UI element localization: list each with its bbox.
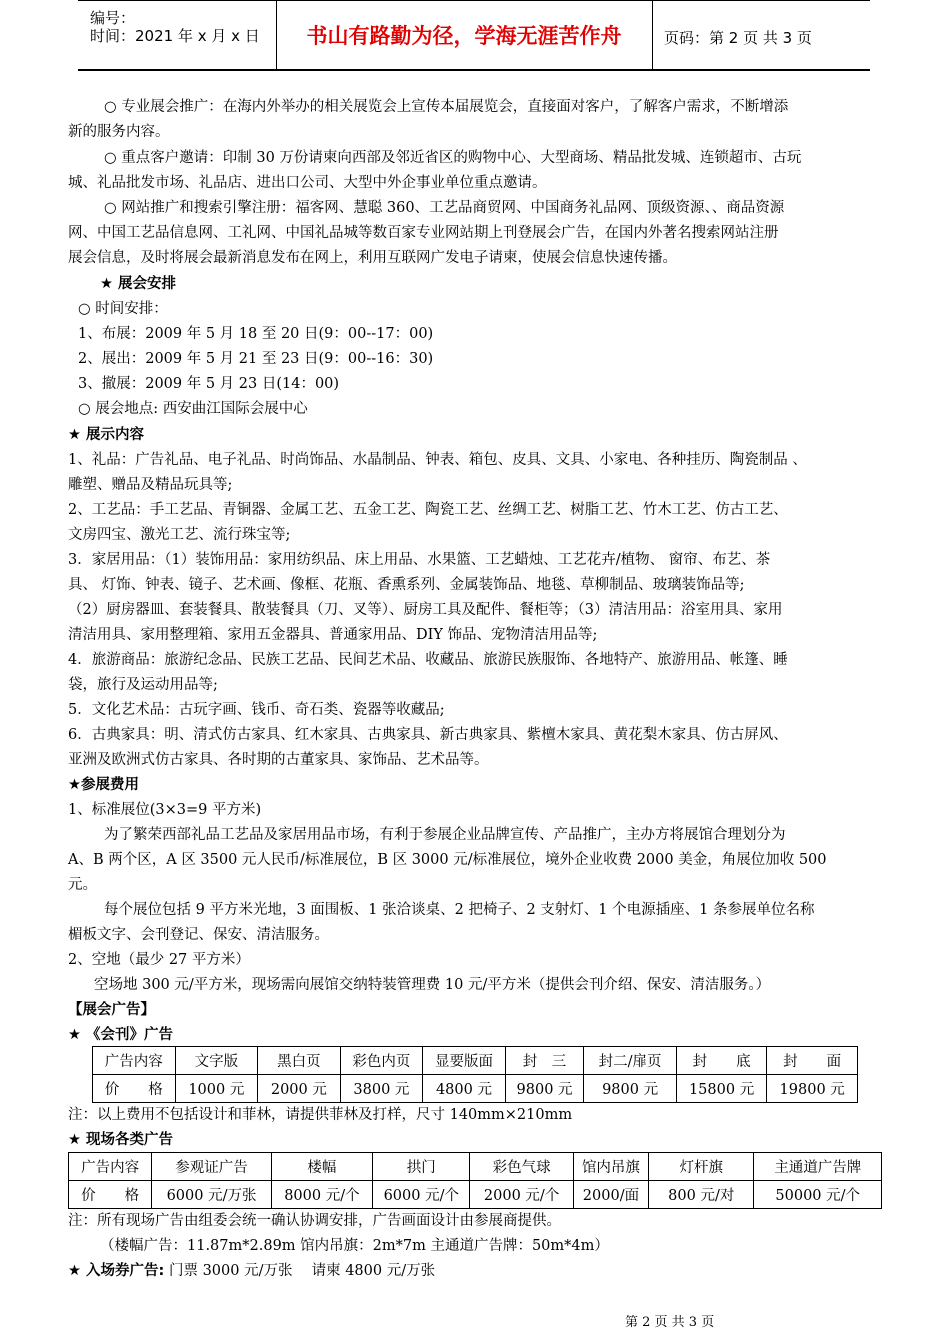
table-cell: 15800 元 [676, 1075, 767, 1103]
table-cell: 4800 元 [423, 1075, 506, 1103]
fees-heading: ★参展费用 [68, 777, 139, 793]
table-cell: 馆内吊旗 [573, 1153, 648, 1181]
exhibits-line: 5．文化艺术品：古玩字画、钱币、奇石类、瓷器等收藏品; [68, 702, 445, 718]
table-cell: 封二/扉页 [584, 1047, 676, 1075]
ticket-ads-prices: 门票 3000 元/万张 请柬 4800 元/万张 [168, 1263, 436, 1279]
table-cell: 封 三 [505, 1047, 584, 1075]
table-cell: 灯杆旗 [649, 1153, 754, 1181]
table-cell: 2000 元/个 [470, 1181, 573, 1209]
table-cell: 显要版面 [423, 1047, 506, 1075]
catalog-ads-table [92, 1046, 858, 1103]
table-cell: 9800 元 [584, 1075, 676, 1103]
header-motto: 书山有路勤为径，学海无涯苦作舟 [276, 1, 653, 69]
table-cell: 广告内容 [93, 1047, 176, 1075]
arrangement-heading: ★ 展会安排 [100, 276, 177, 292]
fees-standard-text: 为了繁荣西部礼品工艺品及家居用品市场，有利于参展企业品牌宣传、产品推广，主办方将展馆合理划分为 [104, 827, 786, 843]
table-cell: 广告内容 [69, 1153, 152, 1181]
promo-web-line3: 展会信息，及时将展会最新消息发布在网上，利用互联网广发电子请柬，使展会信息快速传播。 [68, 250, 677, 266]
table-cell: 价 格 [93, 1075, 176, 1103]
table-cell: 3800 元 [340, 1075, 423, 1103]
table-cell: 参观证广告 [152, 1153, 271, 1181]
fees-standard-text: 元。 [68, 877, 97, 893]
document-time-label: 时间：2021 年 x 月 x 日 [90, 27, 260, 45]
table-cell: 主通道广告牌 [754, 1153, 882, 1181]
table-cell: 2000 元 [258, 1075, 341, 1103]
header-meta [78, 1, 277, 69]
promo-invite-line1: ○ 重点客户邀请：印制 30 万份请柬向西部及邻近省区的购物中心、大型商场、精品批发城、连锁超市、古玩 [104, 150, 802, 166]
catalog-ads-note: 注：以上费用不包括设计和菲林，请提供菲林及打样，尺寸 140mm×210mm [68, 1107, 573, 1123]
table-row [93, 1047, 858, 1075]
promo-invite-line2: 城、礼品批发市场、礼品店、进出口公司、大型中外企事业单位重点邀请。 [68, 175, 547, 191]
fees-standard-text: A、B 两个区，A 区 3500 元人民币/标准展位，B 区 3000 元/标准展位，境外企业收费 2000 美金，角展位加收 500 [68, 852, 827, 868]
table-row [69, 1181, 882, 1209]
exhibits-line: 3．家居用品：（1）装饰用品：家用纺织品、床上用品、水果篮、工艺蜡烛、工艺花卉/植物、 窗帘、布艺、茶 [68, 552, 771, 568]
table-cell: 彩色内页 [340, 1047, 423, 1075]
table-cell: 6000 元/个 [373, 1181, 470, 1209]
exhibits-line: 亚洲及欧洲式仿古家具、各时期的古董家具、家饰品、艺术品等。 [68, 752, 489, 768]
exhibits-line: 清洁用具、家用整理箱、家用五金器具、普通家用品、DIY 饰品、宠物清洁用品等; [68, 627, 598, 643]
ads-heading: 【展会广告】 [68, 1002, 155, 1018]
header-page-label: 页码：第 2 页 共 3 页 [664, 29, 812, 47]
table-cell: 楼幅 [271, 1153, 372, 1181]
table-cell: 9800 元 [505, 1075, 584, 1103]
exhibits-line: （2）厨房器皿、套装餐具、散装餐具（刀、叉等）、厨房工具及配件、餐柜等；（3）清洁用品：浴室用具、家用 [68, 602, 783, 618]
table-cell: 彩色气球 [470, 1153, 573, 1181]
table-cell: 黑白页 [258, 1047, 341, 1075]
table-cell: 文字版 [175, 1047, 258, 1075]
fees-space-desc: 空场地 300 元/平方米，现场需向展馆交纳特装管理费 10 元/平方米（提供会刊介绍、保安、清洁服务。） [94, 977, 771, 993]
exhibits-line: 6．古典家具：明、清式仿古家具、红木家具、古典家具、新古典家具、紫檀木家具、黄花梨木家具、仿古屏风、 [68, 727, 788, 743]
table-cell: 1000 元 [175, 1075, 258, 1103]
ticket-ads-label: ★ 入场券广告: [68, 1263, 165, 1279]
page-header [78, 0, 870, 71]
site-ads-table [68, 1152, 882, 1209]
table-cell: 800 元/对 [649, 1181, 754, 1209]
table-cell: 19800 元 [767, 1075, 858, 1103]
table-row [93, 1075, 858, 1103]
exhibits-line: 文房四宝、激光工艺、流行珠宝等; [68, 527, 291, 543]
arrangement-setup: 1、布展：2009 年 5 月 18 至 20 日(9：00--17：00) [78, 326, 434, 342]
table-cell: 6000 元/万张 [152, 1181, 271, 1209]
site-ads-note: 注：所有现场广告由组委会统一确认协调安排，广告画面设计由参展商提供。 [68, 1213, 561, 1229]
table-cell: 拱门 [373, 1153, 470, 1181]
exhibits-line: 具、 灯饰、钟表、镜子、艺术画、像框、花瓶、香熏系列、金属装饰品、地毯、草柳制品、玻璃装饰品等; [68, 577, 745, 593]
table-cell: 50000 元/个 [754, 1181, 882, 1209]
fees-booth-includes: 每个展位包括 9 平方米光地，3 面围板、1 张洽谈桌、2 把椅子、2 支射灯、1 个电源插座、1 条参展单位名称 [104, 902, 815, 918]
arrangement-teardown: 3、撤展：2009 年 5 月 23 日(14：00) [78, 376, 340, 392]
arrangement-time-label: ○ 时间安排： [78, 301, 168, 317]
exhibits-line: 袋，旅行及运动用品等; [68, 677, 218, 693]
catalog-ads-heading: ★ 《会刊》广告 [68, 1027, 174, 1043]
site-ads-sizes: （楼幅广告：11.87m*2.89m 馆内吊旗：2m*7m 主通道广告牌：50m*4m） [100, 1238, 609, 1254]
promo-expo-line1: ○ 专业展会推广：在海内外举办的相关展览会上宣传本届展览会，直接面对客户，了解客户需求，不断增添 [104, 99, 789, 115]
exhibits-heading: ★ 展示内容 [68, 427, 145, 443]
fees-booth-includes: 楣板文字、会刊登记、保安、清洁服务。 [68, 927, 329, 943]
fees-space-title: 2、空地（最少 27 平方米） [68, 952, 250, 968]
table-row [69, 1153, 882, 1181]
table-cell: 封 面 [767, 1047, 858, 1075]
site-ads-heading: ★ 现场各类广告 [68, 1132, 174, 1148]
fees-standard-title: 1、标准展位(3×3=9 平方米) [68, 802, 262, 818]
arrangement-venue: ○ 展会地点: 西安曲江国际会展中心 [78, 401, 308, 417]
exhibits-line: 1、礼品：广告礼品、电子礼品、时尚饰品、水晶制品、钟表、箱包、皮具、文具、小家电、各种挂历、陶瓷制品 、 [68, 452, 807, 468]
promo-expo-line2: 新的服务内容。 [68, 124, 170, 140]
table-cell: 8000 元/个 [271, 1181, 372, 1209]
document-number-label: 编号： [90, 9, 136, 27]
promo-web-line2: 网、中国工艺品信息网、工礼网、中国礼品城等数百家专业网站期上刊登展会广告，在国内外著名搜索网站注册 [68, 225, 779, 241]
exhibits-line: 4．旅游商品：旅游纪念品、民族工艺品、民间艺术品、收藏品、旅游民族服饰、各地特产、旅游用品、帐篷、睡 [68, 652, 788, 668]
exhibits-line: 雕塑、赠品及精品玩具等; [68, 477, 233, 493]
table-cell: 2000/面 [573, 1181, 648, 1209]
ticket-ads-line [68, 1261, 435, 1281]
arrangement-show: 2、展出：2009 年 5 月 21 至 23 日(9：00--16：30) [78, 351, 434, 367]
table-cell: 价 格 [69, 1181, 152, 1209]
exhibits-line: 2、工艺品：手工艺品、青铜器、金属工艺、五金工艺、陶瓷工艺、丝绸工艺、树脂工艺、竹木工艺、仿古工艺、 [68, 502, 788, 518]
promo-web-line1: ○ 网站推广和搜索引擎注册：福客网、慧聪 360、工艺品商贸网、中国商务礼品网、顶级资源、、商品资源 [104, 200, 785, 216]
table-cell: 封 底 [676, 1047, 767, 1075]
page-footer: 第 2 页 共 3 页 [625, 1315, 715, 1330]
